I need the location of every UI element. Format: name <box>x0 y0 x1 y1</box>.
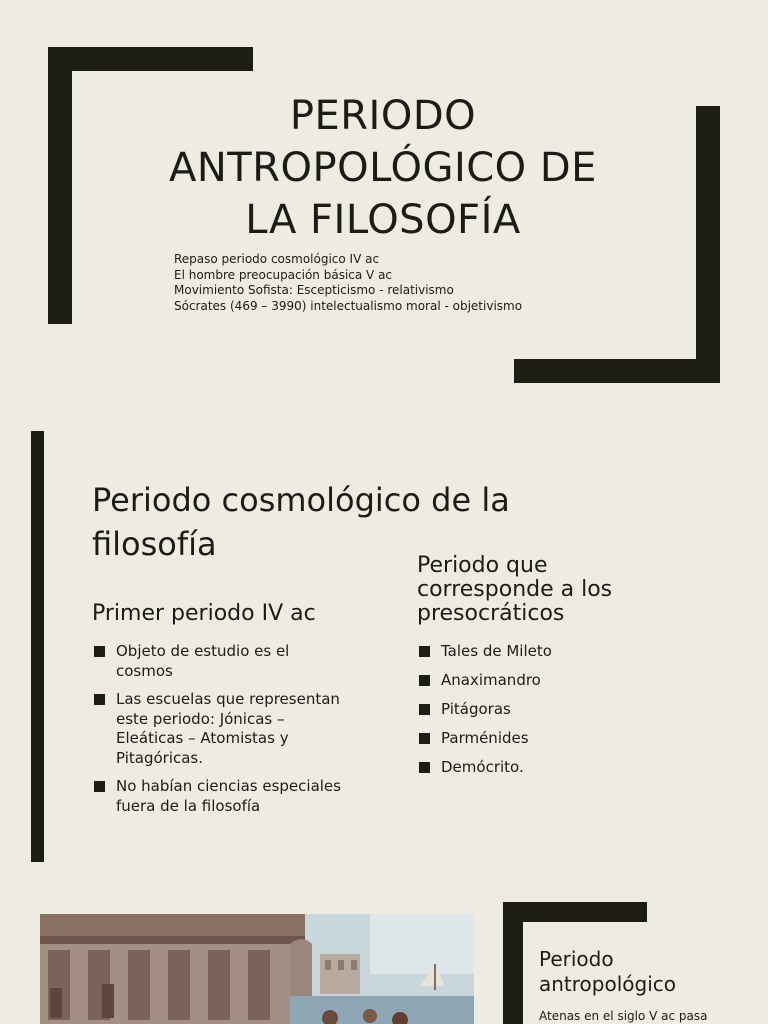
title-slide <box>0 0 768 410</box>
right-column-heading <box>417 554 612 626</box>
list-item-line: Las escuelas que representan <box>116 690 340 708</box>
list-item <box>417 671 677 691</box>
slide2-accent-bar <box>31 431 44 862</box>
right-heading-line: Periodo que <box>417 553 548 578</box>
right-heading-line: presocráticos <box>417 601 565 626</box>
slide2-title-line: filosofía <box>92 525 217 563</box>
slide3-title-line: antropológico <box>539 972 677 996</box>
subtitle-line: Sócrates (469 – 3990) intelectualismo moral - objetivismo <box>174 298 523 313</box>
list-item <box>92 642 382 681</box>
subtitle-line: Movimiento Sofista: Escepticismo - relativismo <box>174 283 454 297</box>
frame-bar-bottom-right-vertical <box>696 106 720 383</box>
list-item-label: Pitágoras <box>441 700 511 718</box>
subtitle-block <box>174 252 522 314</box>
list-item <box>417 758 677 778</box>
list-item-line: fuera de la filosofía <box>116 796 261 815</box>
list-item <box>92 690 382 768</box>
list-item-line: cosmos <box>116 661 173 680</box>
list-item-line: No habían ciencias especiales <box>116 777 341 795</box>
left-bullet-list <box>92 642 382 816</box>
title-line: LA FILOSOFÍA <box>245 197 521 243</box>
slide3-body-text: Atenas en el siglo V ac pasa <box>539 1009 708 1023</box>
slide3-frame-bar-vertical <box>503 902 523 1024</box>
left-column-heading: Primer periodo IV ac <box>92 601 316 626</box>
frame-bar-bottom-right-horizontal <box>514 359 720 383</box>
list-item-line: este periodo: Jónicas – <box>116 709 285 728</box>
right-bullet-list <box>417 642 677 778</box>
square-bullet-icon <box>419 733 430 744</box>
list-item-label: Parménides <box>441 729 529 747</box>
list-item-line: Pitagóricas. <box>116 748 204 767</box>
list-item-line: Objeto de estudio es el <box>116 642 290 660</box>
slide3-frame-bar-horizontal <box>503 902 647 922</box>
slide2-title-line: Periodo cosmológico de la <box>92 481 510 519</box>
list-item <box>92 777 382 816</box>
frame-bar-top-left-vertical <box>48 47 72 324</box>
list-item <box>417 700 677 720</box>
list-item <box>417 729 677 749</box>
title-line: PERIODO <box>289 93 477 139</box>
ancient-city-illustration <box>40 914 474 1024</box>
list-item-label: Demócrito. <box>441 758 524 776</box>
square-bullet-icon <box>419 762 430 773</box>
title-line: ANTROPOLÓGICO DE <box>169 145 597 191</box>
slide3-title <box>539 947 676 997</box>
square-bullet-icon <box>94 646 105 657</box>
list-item-label: Anaximandro <box>441 671 541 689</box>
list-item-label: Tales de Mileto <box>441 642 552 660</box>
list-item <box>417 642 677 662</box>
frame-bar-top-left-horizontal <box>48 47 253 71</box>
right-heading-line: corresponde a los <box>417 577 613 602</box>
page-title <box>130 90 636 246</box>
subtitle-line: El hombre preocupación básica V ac <box>174 267 393 282</box>
square-bullet-icon <box>94 781 105 792</box>
square-bullet-icon <box>419 675 430 686</box>
list-item-line: Eleáticas – Atomistas y <box>116 729 289 747</box>
square-bullet-icon <box>94 694 105 705</box>
square-bullet-icon <box>419 646 430 657</box>
square-bullet-icon <box>419 704 430 715</box>
subtitle-line: Repaso periodo cosmológico IV ac <box>174 252 380 266</box>
slide3-title-line: Periodo <box>539 947 614 971</box>
